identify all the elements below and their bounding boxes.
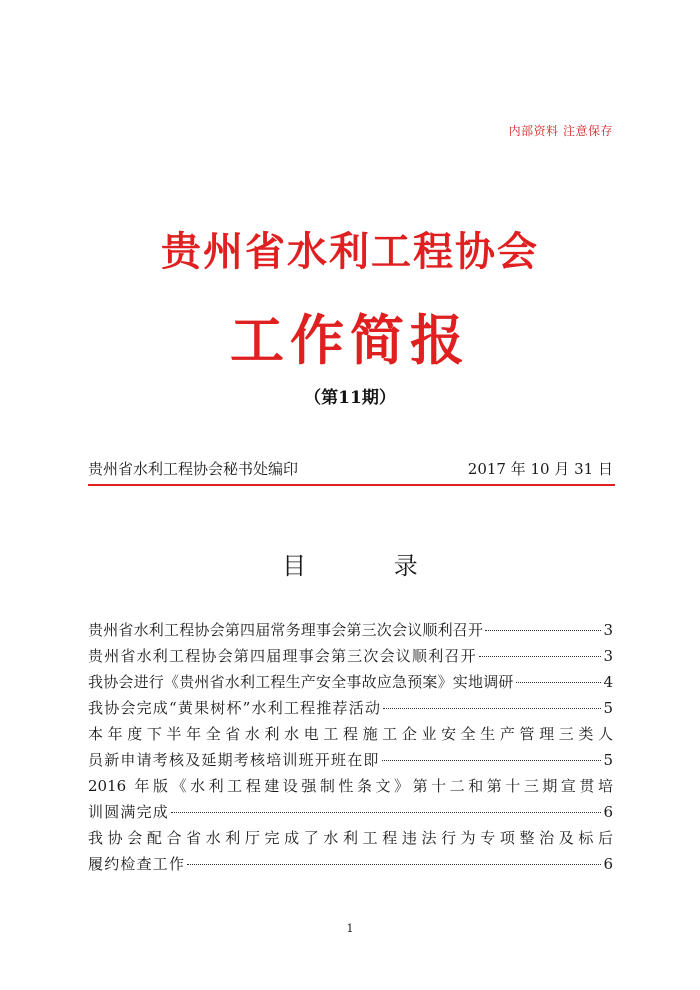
toc-entry-page: 5 <box>603 751 613 769</box>
toc-entry[interactable] <box>88 773 613 825</box>
issue-number: （第11期） <box>304 388 396 408</box>
toc-entry-title: 我协会完成“黄果树杯”水利工程推荐活动 <box>88 699 382 717</box>
toc-entry[interactable] <box>88 825 613 877</box>
toc-entry-title-line1: 我协会配合省水利厅完成了水利工程违法行为专项整治及标后 <box>88 829 613 847</box>
organization-title: 贵州省水利工程协会 <box>161 228 539 275</box>
table-of-contents <box>88 617 613 877</box>
toc-entry-page: 5 <box>603 699 613 717</box>
toc-entry[interactable] <box>88 669 613 695</box>
red-divider <box>88 484 615 486</box>
toc-entry-page: 6 <box>603 855 613 873</box>
toc-entry-page: 4 <box>603 673 613 691</box>
toc-entry-title: 我协会进行《贵州省水利工程生产安全事故应急预案》实地调研 <box>88 673 514 691</box>
page-number: 1 <box>346 922 354 935</box>
dot-leader <box>171 811 601 813</box>
toc-entry-title: 贵州省水利工程协会第四届理事会第三次会议顺利召开 <box>88 647 477 665</box>
toc-entry-page: 3 <box>603 647 613 665</box>
dot-leader <box>187 863 601 865</box>
toc-entry-title: 贵州省水利工程协会第四届常务理事会第三次会议顺利召开 <box>88 621 484 639</box>
publisher-name: 贵州省水利工程协会秘书处编印 <box>88 460 299 478</box>
bulletin-title: 工作简报 <box>230 308 470 372</box>
toc-entry-title-line1: 本年度下半年全省水利水电工程施工企业安全生产管理三类人 <box>88 725 613 743</box>
toc-entry[interactable] <box>88 695 613 721</box>
toc-entry-title-line2: 员新申请考核及延期考核培训班开班在即 <box>88 751 380 769</box>
classification-notice: 内部资料 注意保存 <box>508 124 613 138</box>
toc-entry[interactable] <box>88 617 613 643</box>
publish-date: 2017 年 10 月 31 日 <box>467 460 613 478</box>
toc-entry-title-line2: 履约检查工作 <box>88 855 186 873</box>
publisher-line <box>88 458 613 485</box>
toc-heading: 目 录 <box>282 552 458 580</box>
toc-entry-title-line1: 2016 年版《水利工程建设强制性条文》第十二和第十三期宣贯培 <box>88 777 613 795</box>
dot-leader <box>485 629 601 631</box>
toc-entry-page: 3 <box>603 621 613 639</box>
dot-leader <box>383 707 601 709</box>
toc-entry-title-line2: 训圆满完成 <box>88 803 170 821</box>
toc-entry[interactable] <box>88 721 613 773</box>
toc-entry[interactable] <box>88 643 613 669</box>
dot-leader <box>516 681 602 683</box>
toc-entry-page: 6 <box>603 803 613 821</box>
dot-leader <box>382 759 602 761</box>
dot-leader <box>479 655 602 657</box>
